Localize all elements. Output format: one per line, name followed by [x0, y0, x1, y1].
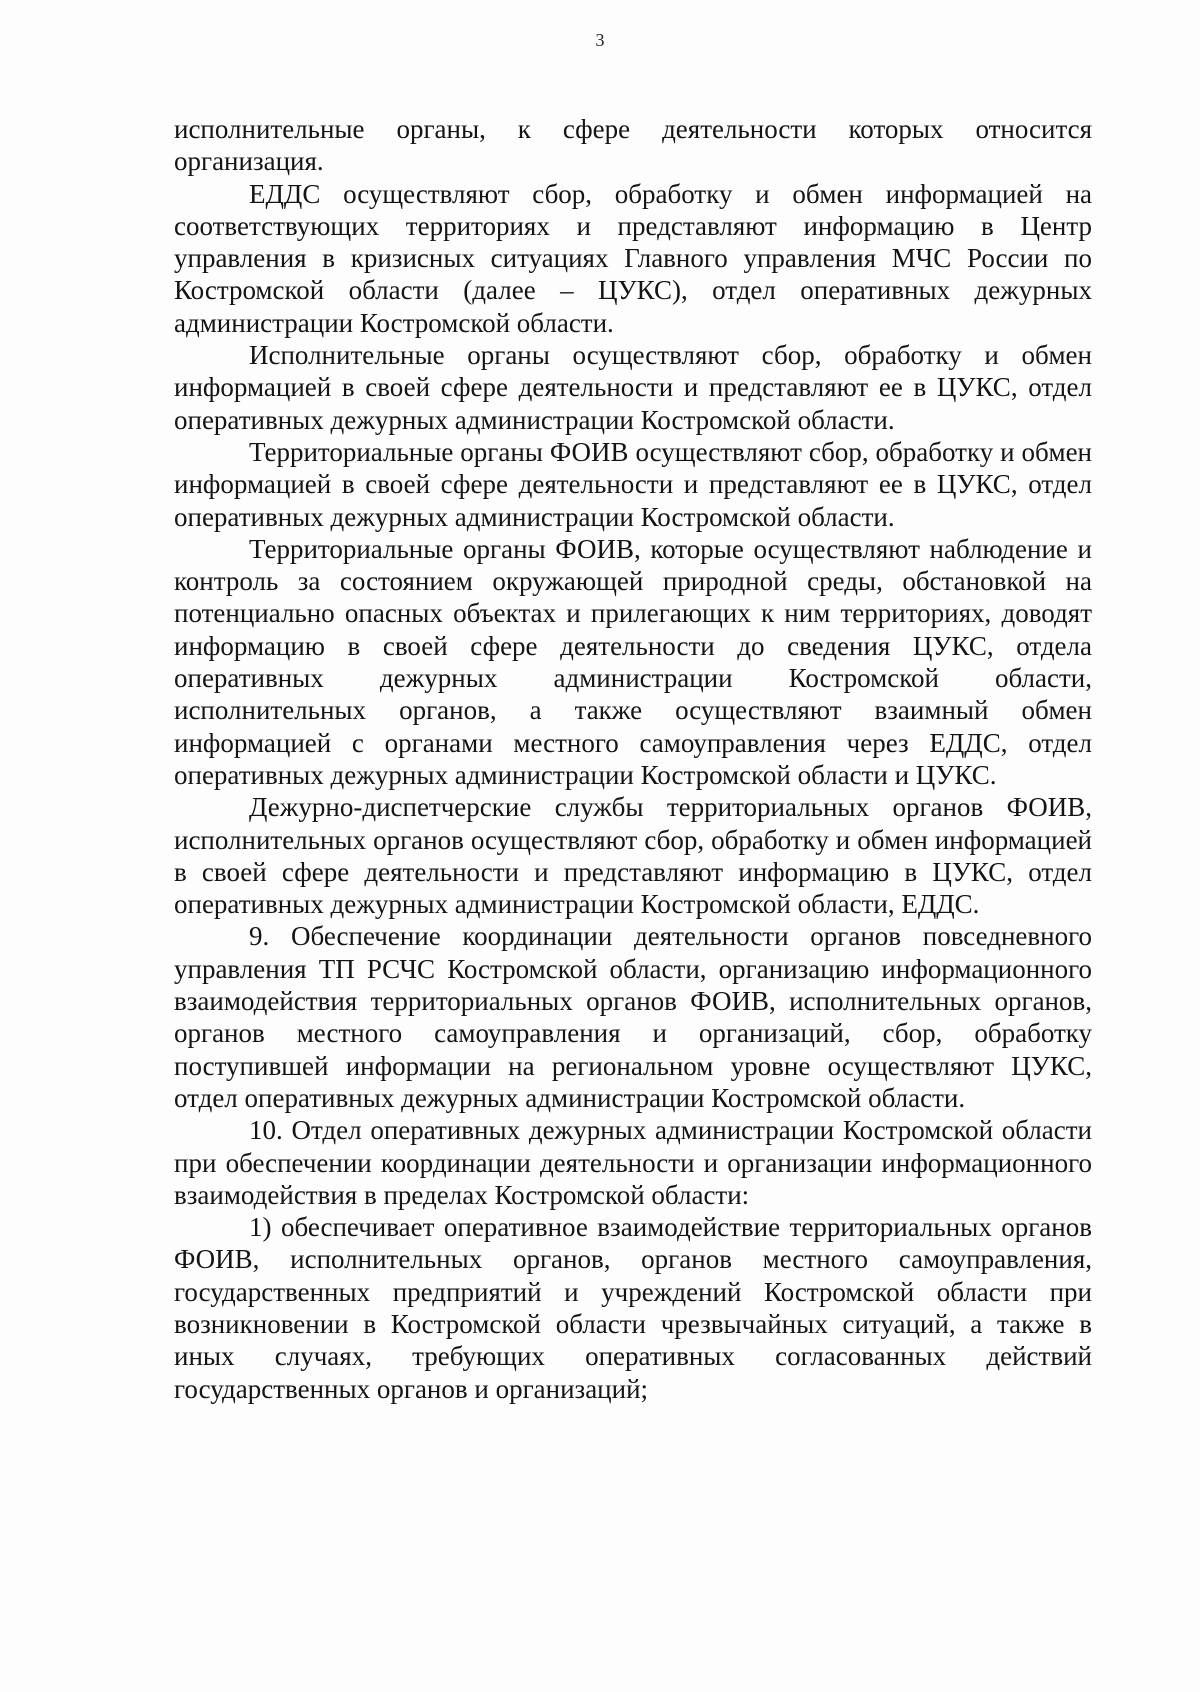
- paragraph-executive-bodies: Исполнительные органы осуществляют сбор, обработку и обмен информацией в своей сфере деятельности и представляют ее в ЦУКС, отдел оперативных дежурных администрации Костромской области.: [174, 340, 1092, 435]
- paragraph-territorial-foiv: Территориальные органы ФОИВ осуществляют сбор, обработку и обмен информацией в своей сфере деятельности и представляют ее в ЦУКС, отдел оперативных дежурных администрации Костромской области.: [174, 436, 1092, 532]
- paragraph-edds: ЕДДС осуществляют сбор, обработку и обмен информацией на соответствующих территориях и представляют информацию в Центр управления в кризисных ситуациях Главного управления МЧС России по Костромской области (далее – ЦУКС), отдел оперативных дежурных администрации Костромской области.: [174, 178, 1092, 338]
- paragraph-continuation: исполнительные органы, к сфере деятельности которых относится организация.: [174, 114, 1092, 177]
- paragraph-item-10: 10. Отдел оперативных дежурных администрации Костромской области при обеспечении координации деятельности и организации информационного взаимодействия в пределах Костромской области:: [174, 1115, 1092, 1210]
- paragraph-subitem-1: 1) обеспечивает оперативное взаимодействие территориальных органов ФОИВ, исполнительных органов, органов местного самоуправления, государственных предприятий и учреждений Костромской области при возникновении в Костромской области чрезвычайных ситуаций, а также в иных случаях, требующих оперативных согласованных действий государственных органов и организаций;: [174, 1212, 1092, 1404]
- paragraph-item-9: 9. Обеспечение координации деятельности органов повседневного управления ТП РСЧС Костромской области, организацию информационного взаимодействия территориальных органов ФОИВ, исполнительных органов, органов местного самоуправления и организаций, сбор, обработку поступившей информации на региональном уровне осуществляют ЦУКС, отдел оперативных дежурных администрации Костромской области.: [174, 921, 1092, 1113]
- document-body: [174, 113, 1092, 1405]
- page-number: 3: [595, 30, 605, 50]
- paragraph-territorial-foiv-monitoring: Территориальные органы ФОИВ, которые осуществляют наблюдение и контроль за состоянием окружающей природной среды, обстановкой на потенциально опасных объектах и прилегающих к ним территориях, доводят информацию в своей сфере деятельности до сведения ЦУКС, отдела оперативных дежурных администрации Костромской области, исполнительных органов, а также осуществляют взаимный обмен информацией с органами местного самоуправления через ЕДДС, отдел оперативных дежурных администрации Костромской области и ЦУКС.: [174, 533, 1092, 790]
- paragraph-duty-services: Дежурно-диспетчерские службы территориальных органов ФОИВ, исполнительных органов осуществляют сбор, обработку и обмен информацией в своей сфере деятельности и представляют информацию в ЦУКС, отдел оперативных дежурных администрации Костромской области, ЕДДС.: [174, 792, 1092, 920]
